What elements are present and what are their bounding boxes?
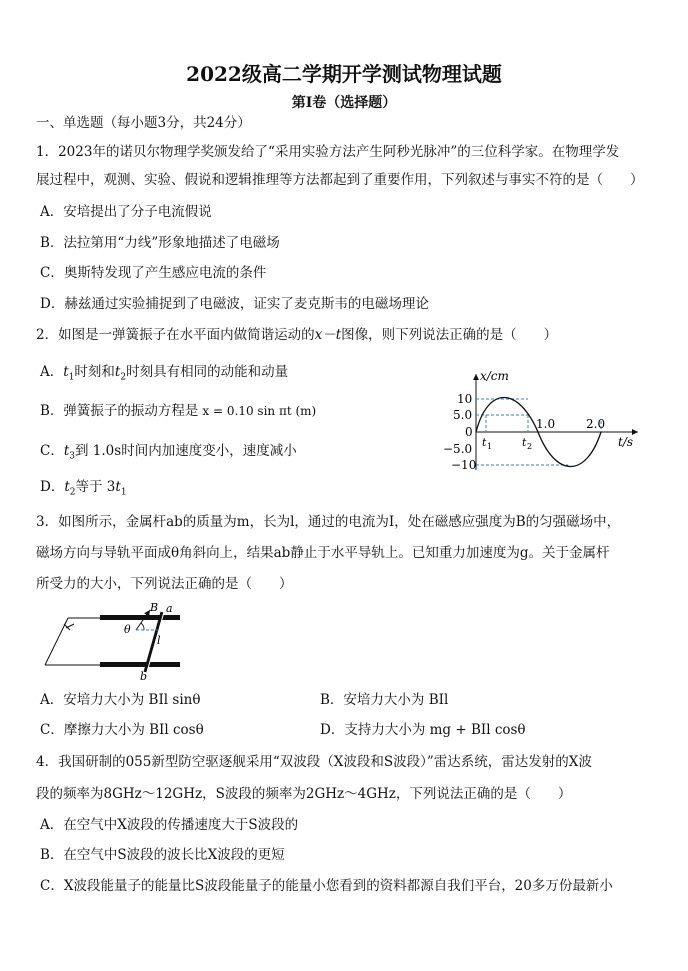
q1-option-c: C．奥斯特发现了产生感应电流的条件 <box>40 265 267 281</box>
q2-c-sub: 3 <box>69 451 76 462</box>
fig-label-l: l <box>157 634 161 647</box>
fig-label-a: a <box>166 602 173 615</box>
q2-option-c <box>40 441 297 467</box>
q2-a-t2: t <box>114 364 121 380</box>
q2-d-t2: t <box>115 479 121 495</box>
section-heading: 一、单选题（每小题3分，共24分） <box>36 115 251 131</box>
ytick-5: 5.0 <box>453 408 473 422</box>
q2-b-equation: x = 0.10 sin πt (m) <box>202 404 317 418</box>
q2-c-pre: C． <box>40 443 64 459</box>
page-title: 2022级高二学期开学测试物理试题 <box>186 62 502 86</box>
q2-stem-post: 图像，则下列说法正确的是（ ） <box>341 327 558 343</box>
fig-label-theta: θ <box>124 623 131 636</box>
q2-stem <box>36 325 557 345</box>
q3-option-c: C．摩擦力大小为 BIl cosθ <box>40 722 204 738</box>
fig-label-b-field: B <box>150 601 159 614</box>
q4-option-c: C．X波段能量子的能量比S波段能量子的能量小您看到的资料都源自我们平台，20多万份最新小 <box>40 878 613 894</box>
q2-a-mid: 时刻和 <box>74 364 115 380</box>
q2-option-a <box>40 362 288 388</box>
xtick-1: 1.0 <box>536 417 556 431</box>
q2-a-sub2: 2 <box>120 372 127 383</box>
q3-option-a: A．安培力大小为 BIl sinθ <box>40 692 201 708</box>
q1-option-d: D．赫兹通过实验捕捉到了电磁波，证实了麦克斯韦的电磁场理论 <box>40 296 429 312</box>
section-subtitle: 第Ⅰ卷（选择题） <box>291 95 397 111</box>
x-axis-label: t/s <box>618 435 634 449</box>
q1-stem-line2: 展过程中，观测、实验、假说和逻辑推理等方法都起到了重要作用，下列叙述与事实不符的是（ ） <box>36 172 644 188</box>
q4-stem-line1: 4．我国研制的055新型防空驱逐舰采用“双波段（X波段和S波段）”雷达系统，雷达发射的X波 <box>36 754 592 770</box>
q2-d-sub2: 1 <box>120 487 127 498</box>
q2-stem-var: x－t <box>314 327 342 343</box>
q2-a-post: 时刻具有相同的动能和动量 <box>126 364 289 380</box>
q3-stem-line3: 所受力的大小，下列说法正确的是（ ） <box>36 576 293 592</box>
q2-c-t: t <box>63 443 70 459</box>
rail-top <box>100 615 180 620</box>
q2-b-pre: B．弹簧振子的振动方程是 <box>40 403 199 419</box>
q2-option-d <box>40 477 127 503</box>
q1-option-b: B．法拉第用“力线”形象地描述了电磁场 <box>40 235 280 251</box>
q2-a-t1: t <box>63 364 69 380</box>
q2-a-sub1: 1 <box>68 372 75 383</box>
ytick-0: 0 <box>465 425 473 439</box>
q2-d-mid: 等于 3 <box>75 479 116 495</box>
q4-option-a: A．在空气中X波段的传播速度大于S波段的 <box>40 817 299 833</box>
q2-c-post: 到 1.0s时间内加速度变小，速度减小 <box>75 443 297 459</box>
ytick-minus5: −5.0 <box>443 442 473 456</box>
q4-stem-line2: 段的频率为8GHz～12GHz，S波段的频率为2GHz～4GHz，下列说法正确的是（ ） <box>36 786 572 802</box>
label-t2: t <box>522 436 527 449</box>
q2-xt-graph <box>438 366 648 486</box>
theta-arc <box>141 623 144 630</box>
q1-option-a: A．安培提出了分子电流假说 <box>40 204 212 220</box>
q3-stem-line2: 磁场方向与导轨平面成θ角斜向上，结果ab静止于水平导轨上。已知重力加速度为g。关于金属杆 <box>36 545 610 561</box>
q1-stem-line1: 1．2023年的诺贝尔物理学奖颁发给了“采用实验方法产生阿秒光脉冲”的三位科学家。在物理学发 <box>36 144 620 160</box>
q3-rail-figure <box>40 600 190 682</box>
battery-plate-2 <box>66 624 74 628</box>
q3-option-d: D．支持力大小为 mg + BIl cosθ <box>320 722 526 738</box>
y-axis-label: x/cm <box>480 369 509 383</box>
label-t2-sub: 2 <box>527 442 533 451</box>
ytick-10: 10 <box>457 392 473 406</box>
q2-a-pre: A． <box>40 364 64 380</box>
q4-option-b: B．在空气中S波段的波长比X波段的更短 <box>40 847 285 863</box>
q3-option-b: B．安培力大小为 BIl <box>320 692 449 708</box>
q2-d-sub: 2 <box>69 487 76 498</box>
label-t1: t <box>482 436 487 449</box>
q2-d-t: t <box>64 479 70 495</box>
fig-label-b-end: b <box>140 670 148 682</box>
rail-bottom <box>100 662 180 667</box>
q2-stem-pre: 2．如图是一弹簧振子在水平面内做简谐运动的 <box>36 327 315 343</box>
q2-option-b <box>40 401 316 421</box>
ytick-minus10: −10 <box>451 458 477 472</box>
q2-d-pre: D． <box>40 479 65 495</box>
xtick-2: 2.0 <box>586 417 606 431</box>
q3-stem-line1: 3．如图所示，金属杆ab的质量为m，长为l，通过的电流为I，处在磁感应强度为B的匀强磁场中， <box>36 514 621 530</box>
label-t1-sub: 1 <box>487 442 493 451</box>
